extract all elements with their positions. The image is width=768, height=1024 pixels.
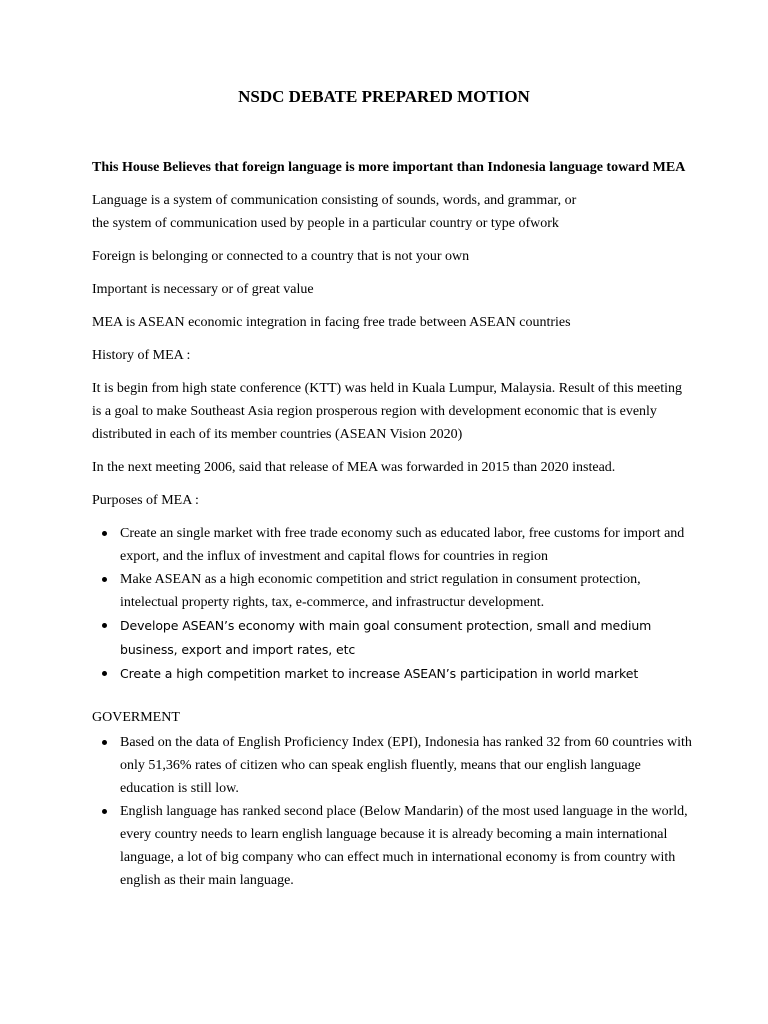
- bullet-icon: [102, 577, 107, 582]
- definition-foreign: Foreign is belonging or connected to a country that is not your own: [92, 249, 470, 264]
- list-item-text: Make ASEAN as a high economic competition and strict regulation in consument protection, intelectual property rights, tax, e-commerce, and infrastructur development.: [120, 572, 641, 610]
- motion-statement: This House Believes that foreign language is more important than Indonesia language toward MEA: [92, 160, 686, 175]
- list-item: [92, 614, 692, 662]
- bullet-icon: [102, 531, 107, 536]
- list-item: [92, 568, 692, 614]
- bullet-icon: [102, 623, 107, 628]
- list-item-text: Create an single market with free trade economy such as educated labor, free customs for import and export, and the influx of investment and capital flows for countries in region: [120, 526, 685, 564]
- document-title: NSDC DEBATE PREPARED MOTION: [238, 87, 530, 106]
- government-heading: GOVERMENT: [92, 710, 180, 725]
- history-paragraph: In the next meeting 2006, said that release of MEA was forwarded in 2015 than 2020 instead.: [92, 460, 616, 475]
- definition-language-line2: the system of communication used by people in a particular country or type ofwork: [92, 216, 559, 231]
- government-list: [92, 731, 692, 892]
- bullet-icon: [102, 809, 107, 814]
- document-body: [92, 156, 692, 902]
- definition-language-line1: Language is a system of communication consisting of sounds, words, and grammar, or: [92, 193, 577, 208]
- purposes-list: [92, 522, 692, 686]
- list-item-text: Create a high competition market to increase ASEAN’s participation in world market: [120, 666, 639, 681]
- definition-mea: MEA is ASEAN economic integration in facing free trade between ASEAN countries: [92, 315, 571, 330]
- purposes-heading: Purposes of MEA :: [92, 493, 199, 508]
- bullet-icon: [102, 671, 107, 676]
- bullet-icon: [102, 740, 107, 745]
- list-item-text: Develope ASEAN’s economy with main goal consument protection, small and medium business, export and import rates, etc: [120, 618, 652, 657]
- list-item: [92, 662, 692, 686]
- list-item-text: Based on the data of English Proficiency Index (EPI), Indonesia has ranked 32 from 60 countries with only 51,36% rates of citizen who can speak english fluently, means that our english language education is still low.: [120, 735, 692, 796]
- definition-important: Important is necessary or of great value: [92, 282, 314, 297]
- definition-language: [92, 189, 692, 235]
- list-item: [92, 800, 692, 892]
- list-item: [92, 731, 692, 800]
- list-item: [92, 522, 692, 568]
- history-paragraph: It is begin from high state conference (KTT) was held in Kuala Lumpur, Malaysia. Result of this meeting is a goal to make Southeast Asia region prosperous region with development economic that is evenly distributed in each of its member countries (ASEAN Vision 2020): [92, 381, 683, 442]
- list-item-text: English language has ranked second place (Below Mandarin) of the most used language in the world, every country needs to learn english language because it is already becoming a main international language, a lot of big company who can effect much in international economy is from country with english as their main language.: [120, 804, 688, 888]
- history-heading: History of MEA :: [92, 348, 191, 363]
